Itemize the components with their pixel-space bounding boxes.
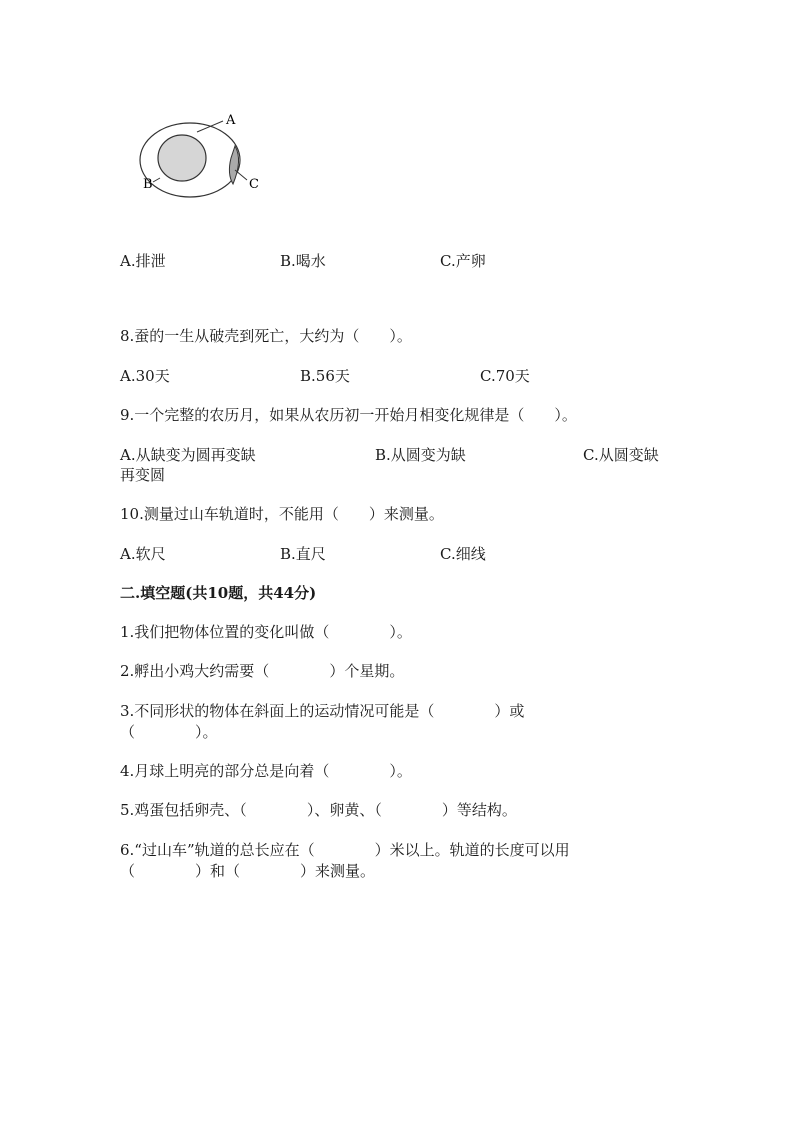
q10-option-a[interactable]: A.软尺 bbox=[120, 545, 166, 563]
label-b: B bbox=[143, 177, 153, 192]
egg-diagram bbox=[135, 108, 275, 208]
pointer-b bbox=[153, 178, 160, 182]
fill-question-3: 3.不同形状的物体在斜面上的运动情况可能是（ ）或 bbox=[120, 702, 525, 720]
label-a: A bbox=[226, 113, 236, 128]
q10-stem: 10.测量过山车轨道时，不能用（ ）来测量。 bbox=[120, 505, 444, 523]
q8-option-c[interactable]: C.70天 bbox=[480, 367, 530, 385]
q9-option-c-continued: 再变圆 bbox=[120, 466, 166, 484]
fill-question-3-continued: （ ）。 bbox=[120, 723, 218, 741]
q7-option-b[interactable]: B.喝水 bbox=[280, 252, 326, 270]
fill-question-4: 4.月球上明亮的部分总是向着（ ）。 bbox=[120, 762, 412, 780]
q9-option-a[interactable]: A.从缺变为圆再变缺 bbox=[120, 446, 256, 464]
section-title: 二.填空题(共10题，共44分) bbox=[120, 584, 317, 602]
egg-yolk bbox=[158, 135, 206, 181]
q7-option-a[interactable]: A.排泄 bbox=[120, 252, 166, 270]
q9-option-b[interactable]: B.从圆变为缺 bbox=[375, 446, 466, 464]
fill-question-6-continued: （ ）和（ ）来测量。 bbox=[120, 862, 376, 880]
label-c: C bbox=[249, 177, 259, 192]
q8-stem: 8.蚕的一生从破壳到死亡，大约为（ ）。 bbox=[120, 327, 412, 345]
fill-question-2: 2.孵出小鸡大约需要（ ）个星期。 bbox=[120, 662, 405, 680]
q8-option-b[interactable]: B.56天 bbox=[300, 367, 350, 385]
q8-option-a[interactable]: A.30天 bbox=[120, 367, 170, 385]
fill-question-6: 6.“过山车”轨道的总长应在（ ）米以上。轨道的长度可以用 bbox=[120, 841, 570, 859]
q10-option-b[interactable]: B.直尺 bbox=[280, 545, 326, 563]
q10-option-c[interactable]: C.细线 bbox=[440, 545, 486, 563]
fill-question-5: 5.鸡蛋包括卵壳、（ ）、卵黄、（ ）等结构。 bbox=[120, 801, 517, 819]
pointer-c bbox=[235, 170, 247, 180]
fill-question-1: 1.我们把物体位置的变化叫做（ ）。 bbox=[120, 623, 412, 641]
q7-option-c[interactable]: C.产卵 bbox=[440, 252, 486, 270]
q9-option-c[interactable]: C.从圆变缺 bbox=[583, 446, 659, 464]
egg-air-cell bbox=[229, 146, 238, 184]
q9-stem: 9.一个完整的农历月，如果从农历初一开始月相变化规律是（ ）。 bbox=[120, 406, 577, 424]
